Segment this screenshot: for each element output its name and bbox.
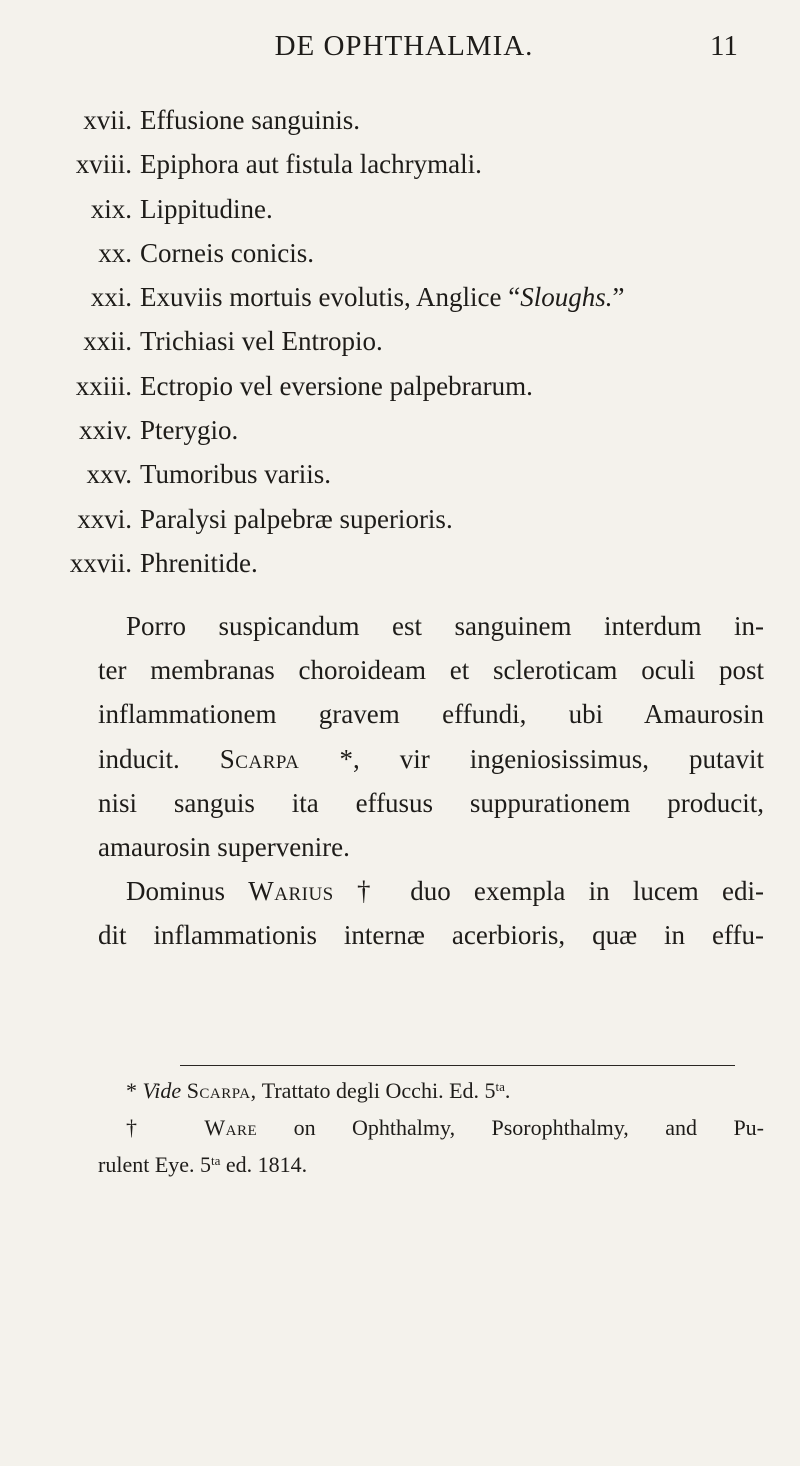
- paragraph-line: [98, 869, 764, 913]
- paragraph-text: inducit.: [98, 743, 180, 774]
- paragraph-text: *, vir ingeniosissimus, putavit: [339, 743, 765, 774]
- paragraph-line: amaurosin supervenire.: [98, 831, 350, 862]
- list-numeral: xx.: [98, 237, 132, 268]
- footnote-rule: [180, 1065, 735, 1066]
- list-text: Corneis conicis.: [140, 237, 314, 268]
- list-numeral: xxv.: [86, 459, 132, 490]
- paragraph-text: † duo exempla in lucem edi-: [356, 876, 765, 907]
- paragraph-line: Porro suspicandum est sanguinem interdum in-: [126, 611, 764, 641]
- footnote: [98, 1072, 764, 1109]
- footnote-continuation: [98, 1146, 764, 1183]
- list-text-italic: Sloughs.: [520, 282, 613, 313]
- footnotes: [98, 1072, 764, 1183]
- list-item: [0, 187, 800, 231]
- list-text: Exuviis mortuis evolutis, Anglice “: [140, 282, 521, 313]
- paragraph-line: inflammationem gravem effundi, ubi Amaurosin: [98, 699, 764, 730]
- author-name: Ware: [204, 1115, 258, 1140]
- list-text: Paralysi palpebræ superioris.: [140, 503, 453, 534]
- running-title: DE OPHTHALMIA.: [274, 30, 534, 62]
- footnote-superscript: ta: [211, 1153, 221, 1168]
- list-item: [0, 497, 800, 541]
- list-item: [0, 231, 800, 275]
- footnote-text: .: [504, 1078, 511, 1103]
- footnote-mark: *: [126, 1078, 137, 1103]
- author-name: Scarpa: [219, 743, 300, 774]
- list-text: Pterygio.: [140, 415, 239, 446]
- body-text: [98, 604, 764, 958]
- page-number: 11: [710, 30, 738, 62]
- footnote-text: ed. 1814.: [225, 1152, 308, 1177]
- footnote-superscript: ta: [495, 1079, 505, 1094]
- list-text: Effusione sanguinis.: [140, 105, 360, 135]
- list-numeral: xxvii.: [69, 547, 132, 578]
- list-item: [0, 452, 800, 496]
- list-numeral: xvii.: [83, 105, 132, 135]
- footnote-text: on Ophthalmy, Psorophthalmy, and Pu-: [293, 1115, 765, 1140]
- list-item: [0, 408, 800, 452]
- list-item: [0, 142, 800, 186]
- list-item: [0, 98, 800, 142]
- list-item: [0, 319, 800, 363]
- footnote-vide: Vide: [142, 1078, 182, 1103]
- list-numeral: xxiii.: [75, 370, 132, 401]
- list-numeral: xix.: [90, 193, 132, 224]
- enumerated-list: [0, 98, 800, 585]
- paragraph-line: dit inflammationis internæ acerbioris, quæ in effu-: [98, 920, 764, 951]
- footnote-text: rulent Eye. 5: [98, 1152, 212, 1177]
- author-name: Warius: [248, 876, 334, 907]
- list-text: Ectropio vel eversione palpebrarum.: [140, 370, 533, 401]
- list-item: [0, 275, 800, 319]
- closing-quote: ”: [612, 282, 625, 313]
- list-item: [0, 364, 800, 408]
- author-name: Scarpa,: [186, 1078, 257, 1103]
- footnote-text: Trattato degli Occhi. Ed. 5: [261, 1078, 496, 1103]
- list-numeral: xviii.: [75, 149, 132, 180]
- list-text: Tumoribus variis.: [140, 459, 332, 490]
- list-numeral: xxvi.: [77, 503, 132, 534]
- footnote: [98, 1109, 764, 1146]
- paragraph-line: nisi sanguis ita effusus suppurationem producit,: [98, 787, 764, 818]
- paragraph-line: [98, 737, 764, 781]
- list-text: Lippitudine.: [140, 193, 273, 224]
- paragraph-text: Dominus: [126, 876, 226, 907]
- page-header: [0, 30, 800, 70]
- list-text: Phrenitide.: [140, 547, 258, 578]
- paragraph-line: ter membranas choroideam et scleroticam oculi post: [98, 655, 764, 686]
- list-text: Trichiasi vel Entropio.: [140, 326, 383, 357]
- list-text-group: [140, 275, 624, 319]
- list-item: [0, 541, 800, 585]
- footnote-mark: †: [126, 1115, 168, 1140]
- list-text: Epiphora aut fistula lachrymali.: [140, 149, 482, 180]
- list-numeral: xxiv.: [79, 415, 132, 446]
- list-numeral: xxii.: [83, 326, 132, 357]
- list-numeral: xxi.: [90, 282, 132, 313]
